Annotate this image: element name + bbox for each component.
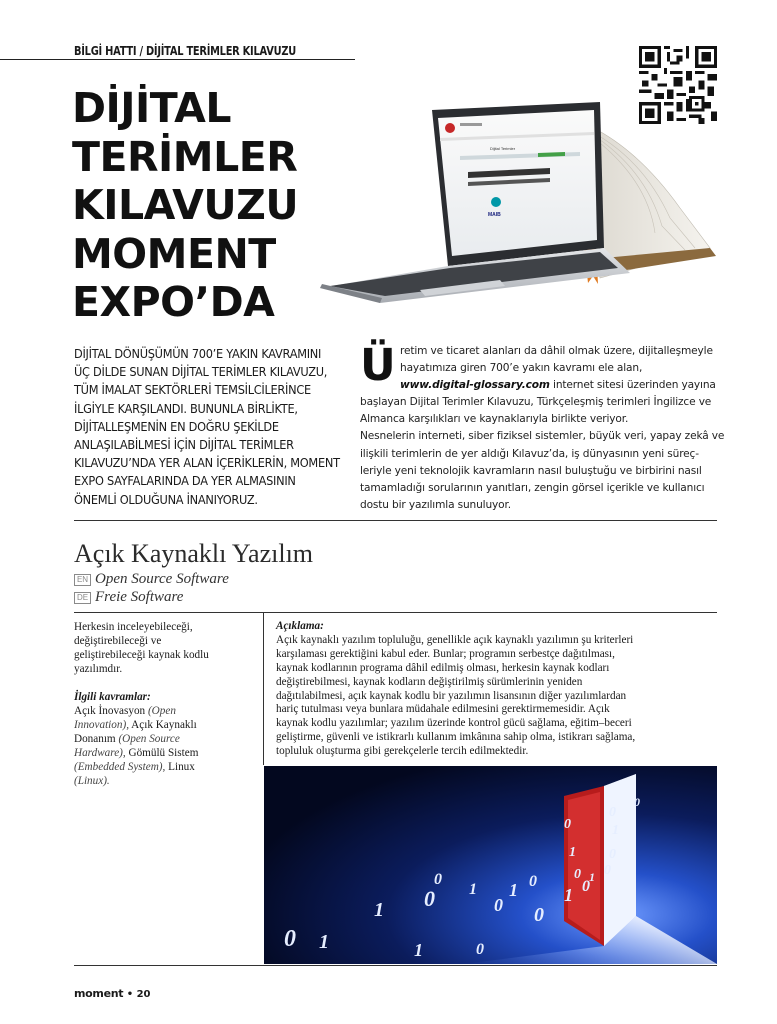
binary-digit: 0 <box>609 805 616 820</box>
binary-digit: 1 <box>374 899 384 921</box>
binary-digit: 0 <box>582 878 590 895</box>
explanation-line: Açık kaynaklı yazılım topluluğu, genellikle açık kaynaklı yazılımın şu kriterleri <box>276 633 634 646</box>
definition-line: Herkesin inceleyebileceği, <box>74 621 193 633</box>
column-divider <box>263 613 264 765</box>
page-footer <box>74 987 151 1000</box>
binary-digit: 0 <box>529 873 537 890</box>
term-english-text: Open Source Software <box>95 571 229 587</box>
definition-line: geliştirebileceği kaynak kodlu <box>74 649 209 661</box>
intro-line: retim ve ticaret alanları da dâhil olmak üzere, dijitalleşmeyle <box>400 345 713 357</box>
intro-line: ilişkili terimlerin de yer aldığı Kılavuz’da, iş dünyasının yeni süreç- <box>360 447 699 460</box>
related-term-en: (Open Source <box>118 733 180 745</box>
lead-line: ÖNEMLİ OLDUĞUNA İNANIYORUZ. <box>74 492 258 507</box>
explanation-line: değiştirebilmesi, kaynak kodların değiştirilmiş sürümlerinin yeniden <box>276 675 583 688</box>
binary-digit: 1 <box>569 845 576 860</box>
intro-line: Almanca karşılıkları ve kaynaklarıyla birlikte veriyor. <box>360 413 629 426</box>
explanation-line: kaynak kodlarının programa dâhil edilmiş olması, herkesin kaynak kodları <box>276 661 610 674</box>
term-german-text: Freie Software <box>95 589 184 605</box>
explanation-heading: Açıklama: <box>276 620 324 632</box>
footer-rule <box>74 965 717 966</box>
explanation-line: dağıtılabilmesi, açık kaynak kodlu bir yazılımın lisansının diğer yazılımlardan <box>276 689 627 702</box>
lang-code-en: EN <box>74 574 91 586</box>
page-number: • 20 <box>126 989 151 1000</box>
laptop-book-illustration <box>300 98 720 303</box>
binary-door-photo <box>264 766 717 964</box>
binary-digit: 0 <box>284 926 296 952</box>
title-line: KILAVUZU <box>72 181 299 229</box>
related-line <box>74 732 254 746</box>
term-divider <box>74 612 717 613</box>
lead-line: DİJİTALLEŞMENİN EN DOĞRU ŞEKİLDE <box>74 419 279 434</box>
term-title: Açık Kaynaklı Yazılım <box>74 539 314 568</box>
intro-line: başlayan Dijital Terimler Kılavuzu, Türkçeleşmiş terimleri İngilizce ve <box>360 396 712 409</box>
related-term-en: Innovation), <box>74 719 129 731</box>
intro-line: tamamladığı sorularının yanıtları, zengin görsel içerikle ve kullanıcı <box>360 481 705 494</box>
intro-line-rest: internet sitesi üzerinden yayına <box>549 379 716 392</box>
binary-digit: 0 <box>609 847 616 862</box>
intro-line: leriyle yeni teknolojik kavramların nasıl buluştuğu ve birbirini nasıl <box>360 464 702 477</box>
binary-digit: 1 <box>414 940 423 960</box>
title-line: DİJİTAL <box>72 84 231 132</box>
intro-paragraph <box>360 340 725 514</box>
related-line <box>74 760 254 774</box>
related-term-en: (Embedded System), <box>74 761 166 773</box>
lead-line: İLGİYLE KARŞILANDI. BUNUNLA BİRLİKTE, <box>74 401 298 416</box>
header-rule <box>0 59 355 60</box>
intro-line: dostu bir yazılımla sunuluyor. <box>360 498 511 511</box>
explanation-column <box>276 620 721 759</box>
related-line <box>74 746 254 760</box>
drop-cap: Ü <box>360 340 396 391</box>
screen-logo: MAIB <box>488 212 501 218</box>
lead-line: DİJİTAL DÖNÜŞÜMÜN 700’E YAKIN KAVRAMINI <box>74 347 322 361</box>
binary-digit: 1 <box>589 870 595 884</box>
lead-line: ÜÇ DİLDE SUNAN DİJİTAL TERİMLER KILAVUZU, <box>74 365 328 380</box>
related-term[interactable]: Gömülü Sistem <box>125 747 199 759</box>
screen-heading: Dijital Terimler <box>490 146 516 151</box>
binary-digit: 0 <box>534 904 544 926</box>
binary-digit: 0 <box>634 795 640 809</box>
title-line: TERİMLER <box>72 132 298 181</box>
binary-digit: 0 <box>434 871 442 888</box>
lang-code-de: DE <box>74 592 91 604</box>
section-kicker: BİLGİ HATTI / DİJİTAL TERİMLER KILAVUZU <box>74 44 296 58</box>
title-line: MOMENT <box>72 229 276 278</box>
lead-line: KILAVUZU’NDA YER ALAN İÇERİKLERİN, MOMENT <box>74 456 340 471</box>
lead-paragraph <box>74 345 347 509</box>
binary-digit: 0 <box>604 863 611 878</box>
binary-digit: 0 <box>494 895 503 915</box>
term-german <box>74 589 183 606</box>
related-term[interactable]: Açık Kaynaklı <box>129 719 197 731</box>
definition-line: değiştirebileceği ve <box>74 635 162 647</box>
binary-digit: 0 <box>424 886 435 911</box>
related-line <box>74 718 254 732</box>
binary-digit: 1 <box>564 885 573 905</box>
explanation-line: karşılaması gerektiğini kabul eder. Bunlar; programın serbestçe dağıtılması, <box>276 647 615 660</box>
binary-digit: 0 <box>574 867 581 882</box>
binary-digit: 0 <box>564 817 571 832</box>
lead-line: EXPO SAYFALARINDA DA YER ALMASININ <box>74 474 296 489</box>
moment-logo: moment <box>74 987 124 1000</box>
related-term[interactable]: Donanım <box>74 733 119 745</box>
glossary-link[interactable]: www.digital-glossary.com <box>400 379 550 392</box>
related-line <box>74 774 254 788</box>
binary-digit: 1 <box>319 931 329 953</box>
related-term-en: (Open <box>147 705 176 717</box>
explanation-line: hariç tutulması veya bunlara müdahale edilmesini gerektirmemesidir. Açık <box>276 703 610 716</box>
explanation-line: geliştirme, güvenli ve istikrarlı kullanım imkânına sahip olma, istikrarı sağlama, <box>276 731 636 744</box>
related-term-en: (Linux). <box>74 775 110 787</box>
related-term-en: Hardware), <box>74 747 126 759</box>
explanation-line: kaynak kodlu yazılımlar; yazılım üzerinde kontrol gücü sağlama, eğitim–beceri <box>276 717 632 730</box>
definition-line: yazılımdır. <box>74 663 123 675</box>
lead-line: ANLAŞILABİLMESİ İÇİN DİJİTAL TERİMLER <box>74 438 294 453</box>
lead-line: TÜM İMALAT SEKTÖRLERİ TEMSİLCİLERİNCE <box>74 383 311 398</box>
related-term[interactable]: Linux <box>165 761 195 773</box>
definition-column <box>74 620 254 788</box>
term-english <box>74 571 229 588</box>
related-term[interactable]: Açık İnovasyon <box>74 705 148 717</box>
explanation-line: topluluk oluşturma gibi gerekçelerle tercih edilmektedir. <box>276 745 529 758</box>
binary-digit: 1 <box>612 823 619 838</box>
intro-line <box>360 377 722 394</box>
section-divider <box>74 520 717 521</box>
related-line <box>74 704 254 718</box>
binary-digit: 1 <box>469 881 477 898</box>
related-heading: İlgili kavramlar: <box>74 691 151 703</box>
intro-line: Nesnelerin interneti, siber fiziksel sistemler, büyük veri, yapay zekâ ve <box>360 430 725 443</box>
binary-digit: 1 <box>509 880 518 900</box>
intro-line: hayatımıza giren 700’e yakın kavramı ele alan, <box>400 362 643 375</box>
title-line: EXPO’DA <box>72 278 275 326</box>
binary-digit: 0 <box>476 941 484 958</box>
